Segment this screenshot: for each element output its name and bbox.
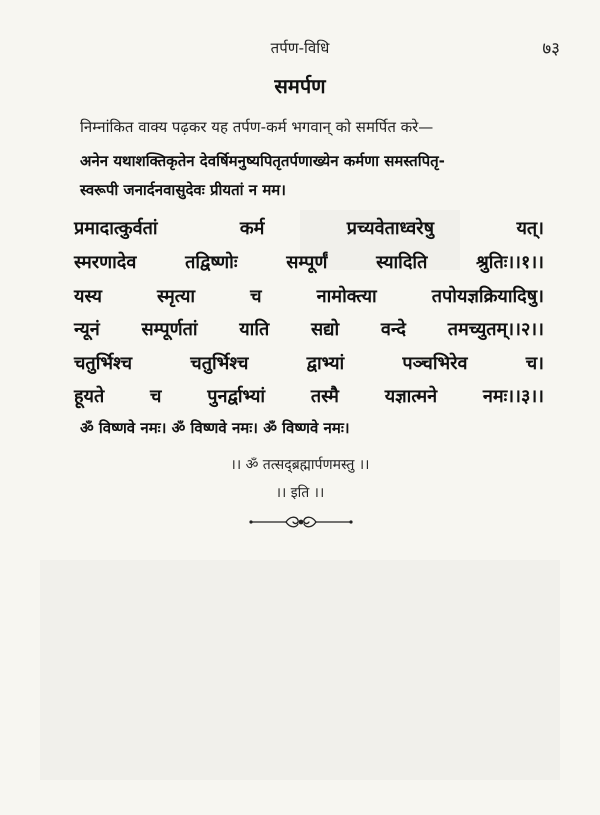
- verse-word: सद्यो: [310, 319, 340, 340]
- dedication-line: अनेन यथाशक्तिकृतेन देवर्षिमनुष्यपितृतर्पणाख्येन कर्मणा समस्तपितृ-: [80, 152, 445, 170]
- verse-word: तमच्युतम्।।२।।: [447, 319, 544, 340]
- verse-word: सम्पूर्णं: [286, 252, 328, 273]
- verse-word: कर्म: [239, 218, 265, 239]
- verse-line-2: [74, 250, 544, 274]
- verse-word: तपोयज्ञक्रियादिषु।: [431, 286, 544, 307]
- verse-line-6: [74, 384, 544, 408]
- verse-word: नामोक्त्या: [316, 286, 377, 307]
- verse-word: चतुर्भिश्च: [74, 353, 133, 374]
- section-title: समर्पण: [274, 74, 326, 98]
- verse-word: च।: [525, 353, 544, 374]
- closing-iti: ।। इति ।।: [275, 485, 325, 501]
- verse-word: नमः।।३।।: [482, 386, 544, 407]
- verse-word: तस्मै: [310, 386, 339, 407]
- verse-word: यत्।: [516, 218, 544, 239]
- verse-word: च: [150, 386, 162, 407]
- verse-word: पञ्चभिरेव: [402, 353, 468, 374]
- verse-word: प्रच्यवेताध्वरेषु: [346, 218, 435, 239]
- closing-benediction: ।। ॐ तत्सद्ब्रह्मार्पणमस्तु ।।: [230, 457, 370, 473]
- verse-word: श्रुतिः।।१।।: [476, 252, 544, 273]
- verse-line-3: [74, 284, 544, 308]
- verse-word: स्मृत्या: [156, 286, 196, 307]
- invocation-line: ॐ विष्णवे नमः। ॐ विष्णवे नमः। ॐ विष्णवे नमः।: [80, 419, 350, 437]
- running-title: तर्पण-विधि: [270, 39, 330, 57]
- verse-word: वन्दे: [380, 319, 406, 340]
- verse-word: स्मरणादेव: [74, 252, 137, 273]
- verse-word: चतुर्भिश्च: [190, 353, 249, 374]
- verse-word: याति: [239, 319, 270, 340]
- verse-line-4: [74, 317, 544, 341]
- verse-word: न्यूनं: [74, 319, 100, 340]
- verse-word: हूयते: [74, 386, 105, 407]
- verse-word: सम्पूर्णतां: [141, 319, 198, 340]
- verse-word: स्यादिति: [376, 252, 428, 273]
- dedication-line: स्वरूपी जनार्दनवासुदेवः प्रीयतां न मम।: [80, 181, 286, 199]
- verse-word: प्रमादात्कुर्वतां: [74, 218, 158, 239]
- verse-word: पुनर्द्वाभ्यां: [207, 386, 266, 407]
- verse-line-5: [74, 351, 544, 375]
- page-number: ७३: [542, 39, 560, 59]
- verse-line-1: [74, 216, 544, 240]
- instruction-text: निम्नांकित वाक्य पढ़कर यह तर्पण-कर्म भगवान् को समर्पित करे—: [80, 118, 434, 136]
- verse-word: यज्ञात्मने: [384, 386, 438, 407]
- verse-word: द्वाभ्यां: [306, 353, 345, 374]
- verse-word: यस्य: [74, 286, 102, 307]
- verse-word: तद्विष्णोः: [185, 252, 238, 273]
- ornament-divider-icon: [248, 514, 354, 530]
- bleed-through-shade: [40, 560, 560, 780]
- verse-word: च: [250, 286, 262, 307]
